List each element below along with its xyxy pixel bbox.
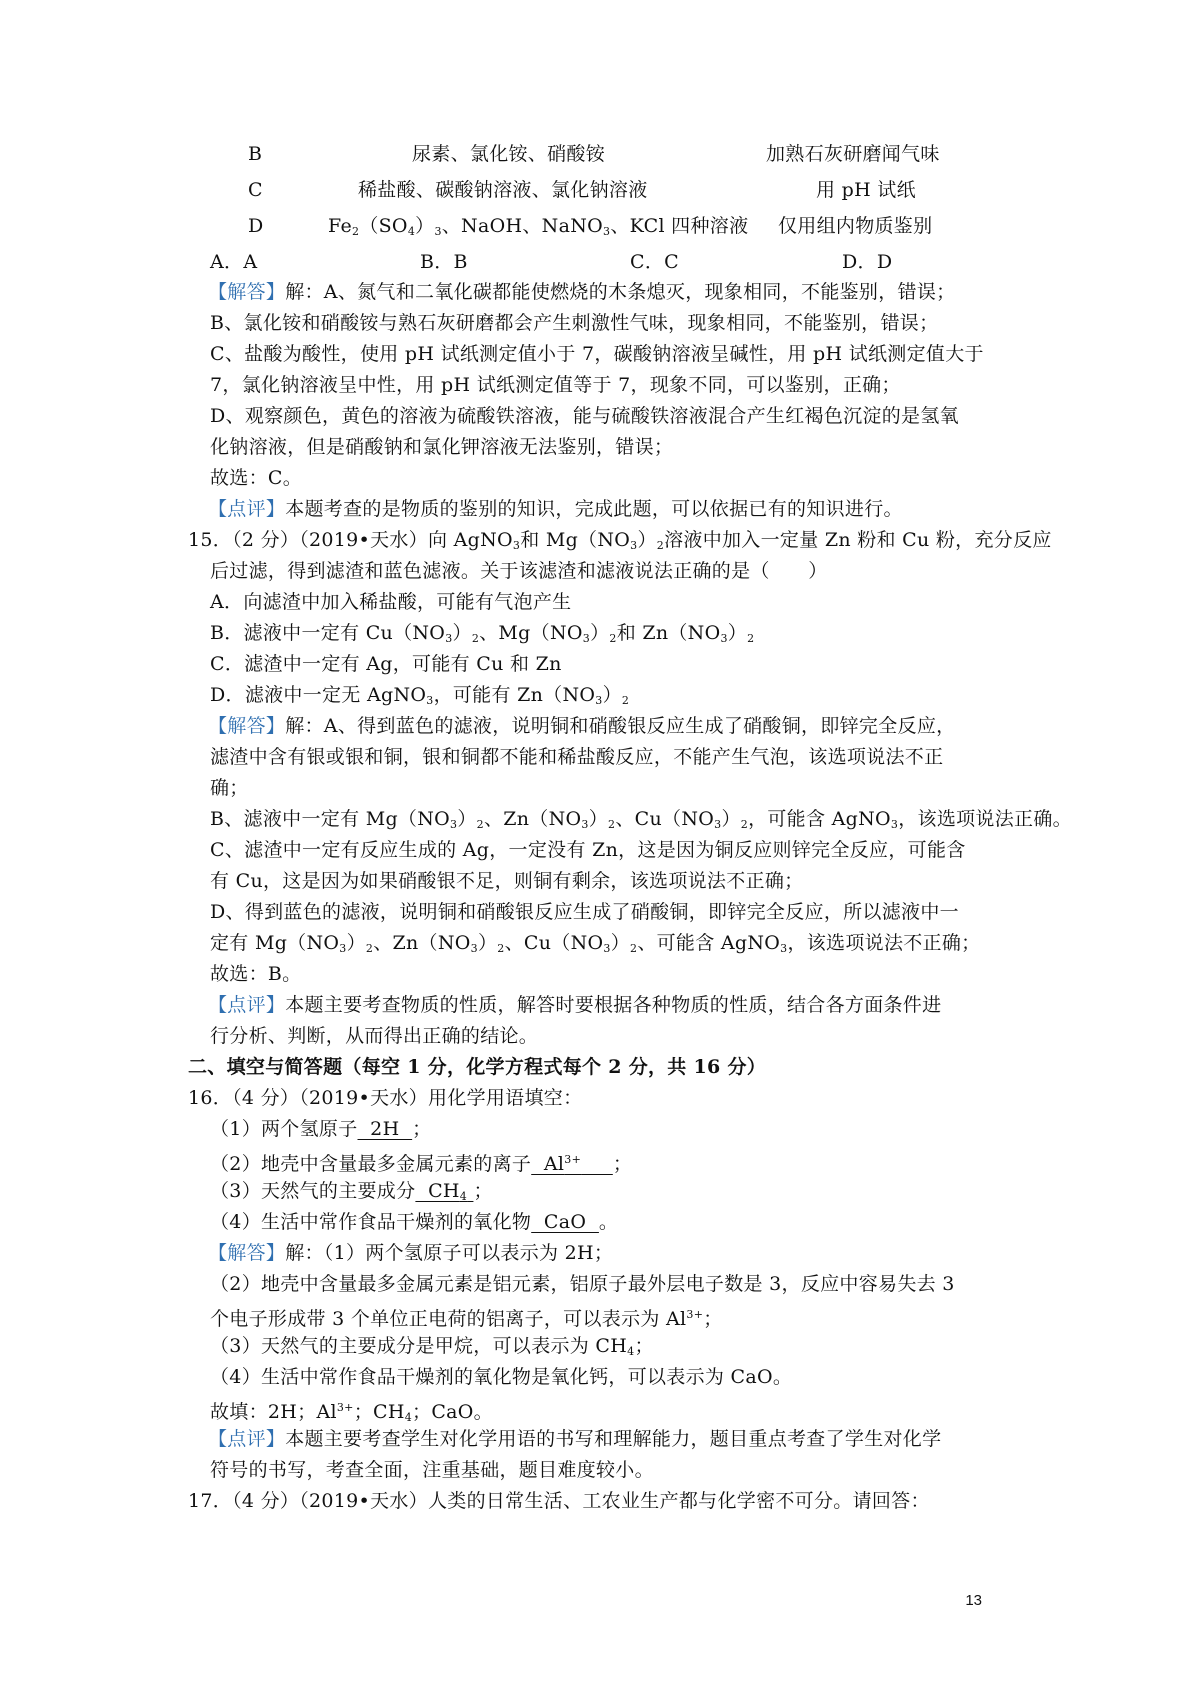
q15-stem: 15．（2 分）（2019•天水）向 AgNO$_3$和 $Mg(NO_3)_2$溶液中加入一定量 Zn 粉和 Cu 粉，充分反应: [188, 529, 1052, 552]
q15-option-b: B．滤液中一定有 $Cu(NO_3)_2$、$Mg(NO_3)_2$和 $Zn(NO_3)_2$: [210, 622, 755, 645]
comment-tag: 【点评】: [208, 1428, 286, 1450]
option-a: A．A: [210, 251, 258, 273]
page-number: 13: [965, 1592, 982, 1609]
row-method: 仅用组内物质鉴别: [778, 215, 933, 237]
answer-tag: 【解答】: [208, 715, 286, 737]
fill-blank: $Al^{3+}$: [531, 1153, 582, 1175]
fill-blank: CaO: [531, 1211, 599, 1233]
q14-answer-line: 化钠溶液，但是硝酸钠和氯化钾溶液无法鉴别，错误；: [210, 436, 674, 458]
answer-tag: 【解答】: [208, 1242, 286, 1264]
q15-answer-line: C、滤渣中一定有反应生成的 Ag，一定没有 Zn，这是因为铜反应则锌完全反应，可能含: [210, 839, 966, 861]
option-c: C．C: [630, 251, 679, 273]
q16-part-3: （3）天然气的主要成分 $CH_4$ ；: [210, 1180, 493, 1203]
q14-answer-line: B、氯化铵和硝酸铵与熟石灰研磨都会产生刺激性气味，现象相同，不能鉴别，错误；: [210, 312, 939, 334]
q15-answer-line: D、得到蓝色的滤液，说明铜和硝酸银反应生成了硝酸铜，即锌完全反应，所以滤液中一: [210, 901, 959, 923]
q16-part-1: （1）两个氢原子 2H ；: [210, 1118, 432, 1140]
option-d: D．D: [842, 251, 893, 273]
q16-answer-line: 个电子形成带 3 个单位正电荷的铝离子，可以表示为 $Al^{3+}$；: [210, 1308, 723, 1330]
q16-part-2: （2）地壳中含量最多金属元素的离子 $Al^{3+}$ ；: [210, 1153, 633, 1175]
q16-answer-line: （3）天然气的主要成分是甲烷，可以表示为 $CH_4$；: [210, 1335, 654, 1358]
row-method: 用 pH 试纸: [816, 179, 916, 201]
q14-answer-line: 7，氯化钠溶液呈中性，用 pH 试纸测定值等于 7，现象不同，可以鉴别，正确；: [210, 374, 901, 396]
row-letter: D: [248, 215, 264, 237]
q15-answer-line: 【解答】解：A、得到蓝色的滤液，说明铜和硝酸银反应生成了硝酸铜，即锌完全反应，: [208, 715, 956, 737]
row-letter: B: [248, 143, 263, 165]
q16-comment: 【点评】本题主要考查学生对化学用语的书写和理解能力，题目重点考查了学生对化学: [208, 1428, 942, 1450]
q15-option-c: C．滤渣中一定有 Ag，可能有 Cu 和 Zn: [210, 653, 562, 675]
fill-blank: $CH_4$: [415, 1180, 468, 1203]
q15-comment: 【点评】本题主要考查物质的性质，解答时要根据各种物质的性质，结合各方面条件进: [208, 994, 942, 1016]
q14-answer-line: C、盐酸为酸性，使用 pH 试纸测定值小于 7，碳酸钠溶液呈碱性，用 pH 试纸测定值大于: [210, 343, 984, 365]
q16-stem: 16．（4 分）（2019•天水）用化学用语填空：: [188, 1087, 583, 1109]
answer-tag: 【解答】: [208, 281, 286, 303]
q15-answer-line: 滤渣中含有银或银和铜，银和铜都不能和稀盐酸反应，不能产生气泡，该选项说法不正: [210, 746, 944, 768]
q16-comment: 符号的书写，考查全面，注重基础，题目难度较小。: [210, 1459, 654, 1481]
q15-option-a: A．向滤渣中加入稀盐酸，可能有气泡产生: [210, 591, 572, 613]
row-letter: C: [248, 179, 263, 201]
q15-stem: 后过滤，得到滤渣和蓝色滤液。关于该滤渣和滤液说法正确的是（ ）: [210, 560, 828, 582]
q14-choice: 故选：C。: [210, 467, 303, 489]
row-items: 尿素、氯化铵、硝酸铵: [412, 143, 606, 165]
q15-option-d: D．滤液中一定无 AgNO$_3$，可能有 $Zn(NO_3)_2$: [210, 684, 630, 707]
row-items: 稀盐酸、碳酸钠溶液、氯化钠溶液: [358, 179, 648, 201]
q16-answer-line: （2）地壳中含量最多金属元素是铝元素，铝原子最外层电子数是 3，反应中容易失去 3: [210, 1273, 955, 1295]
section-heading: 二、填空与简答题（每空 1 分，化学方程式每个 2 分，共 16 分）: [188, 1056, 767, 1078]
comment-tag: 【点评】: [208, 994, 286, 1016]
q15-answer-line: B、滤液中一定有 $Mg(NO_3)_2$、$Zn(NO_3)_2$、$Cu(NO_3)_2$，可能含 AgNO$_3$，该选项说法正确。: [210, 808, 1072, 831]
q16-part-4: （4）生活中常作食品干燥剂的氧化物 CaO 。: [210, 1211, 619, 1233]
q15-answer-line: 定有 $Mg(NO_3)_2$、$Zn(NO_3)_2$、$Cu(NO_3)_2$、可能含 AgNO$_3$，该选项说法不正确；: [210, 932, 981, 955]
q15-choice: 故选：B。: [210, 963, 302, 985]
comment-tag: 【点评】: [208, 498, 286, 520]
fill-blank: 2H: [357, 1118, 413, 1140]
q14-comment: 【点评】本题考查的是物质的鉴别的知识，完成此题，可以依据已有的知识进行。: [208, 498, 903, 520]
q15-answer-line: 确；: [210, 777, 249, 799]
row-method: 加熟石灰研磨闻气味: [766, 143, 940, 165]
q14-answer-line: D、观察颜色，黄色的溶液为硫酸铁溶液，能与硫酸铁溶液混合产生红褐色沉淀的是氢氧: [210, 405, 959, 427]
q15-answer-line: 有 Cu，这是因为如果硝酸银不足，则铜有剩余，该选项说法不正确；: [210, 870, 804, 892]
row-items: $Fe_2(SO_4)_3$、NaOH、NaNO$_3$、KCl 四种溶液: [328, 215, 749, 238]
q15-comment: 行分析、判断，从而得出正确的结论。: [210, 1025, 539, 1047]
option-b: B．B: [420, 251, 468, 273]
q16-answer-line: 【解答】解：（1）两个氢原子可以表示为 2H；: [208, 1242, 614, 1264]
q17-stem: 17．（4 分）（2019•天水）人类的日常生活、工农业生产都与化学密不可分。请回答：: [188, 1490, 930, 1512]
q16-answer-line: （4）生活中常作食品干燥剂的氧化物是氧化钙，可以表示为 CaO。: [210, 1366, 793, 1388]
q16-fill-answer: 故填：2H；$Al^{3+}$；$CH_4$；CaO。: [210, 1401, 493, 1424]
q14-answer-line: 【解答】解：A、氮气和二氧化碳都能使燃烧的木条熄灭，现象相同，不能鉴别，错误；: [208, 281, 956, 303]
